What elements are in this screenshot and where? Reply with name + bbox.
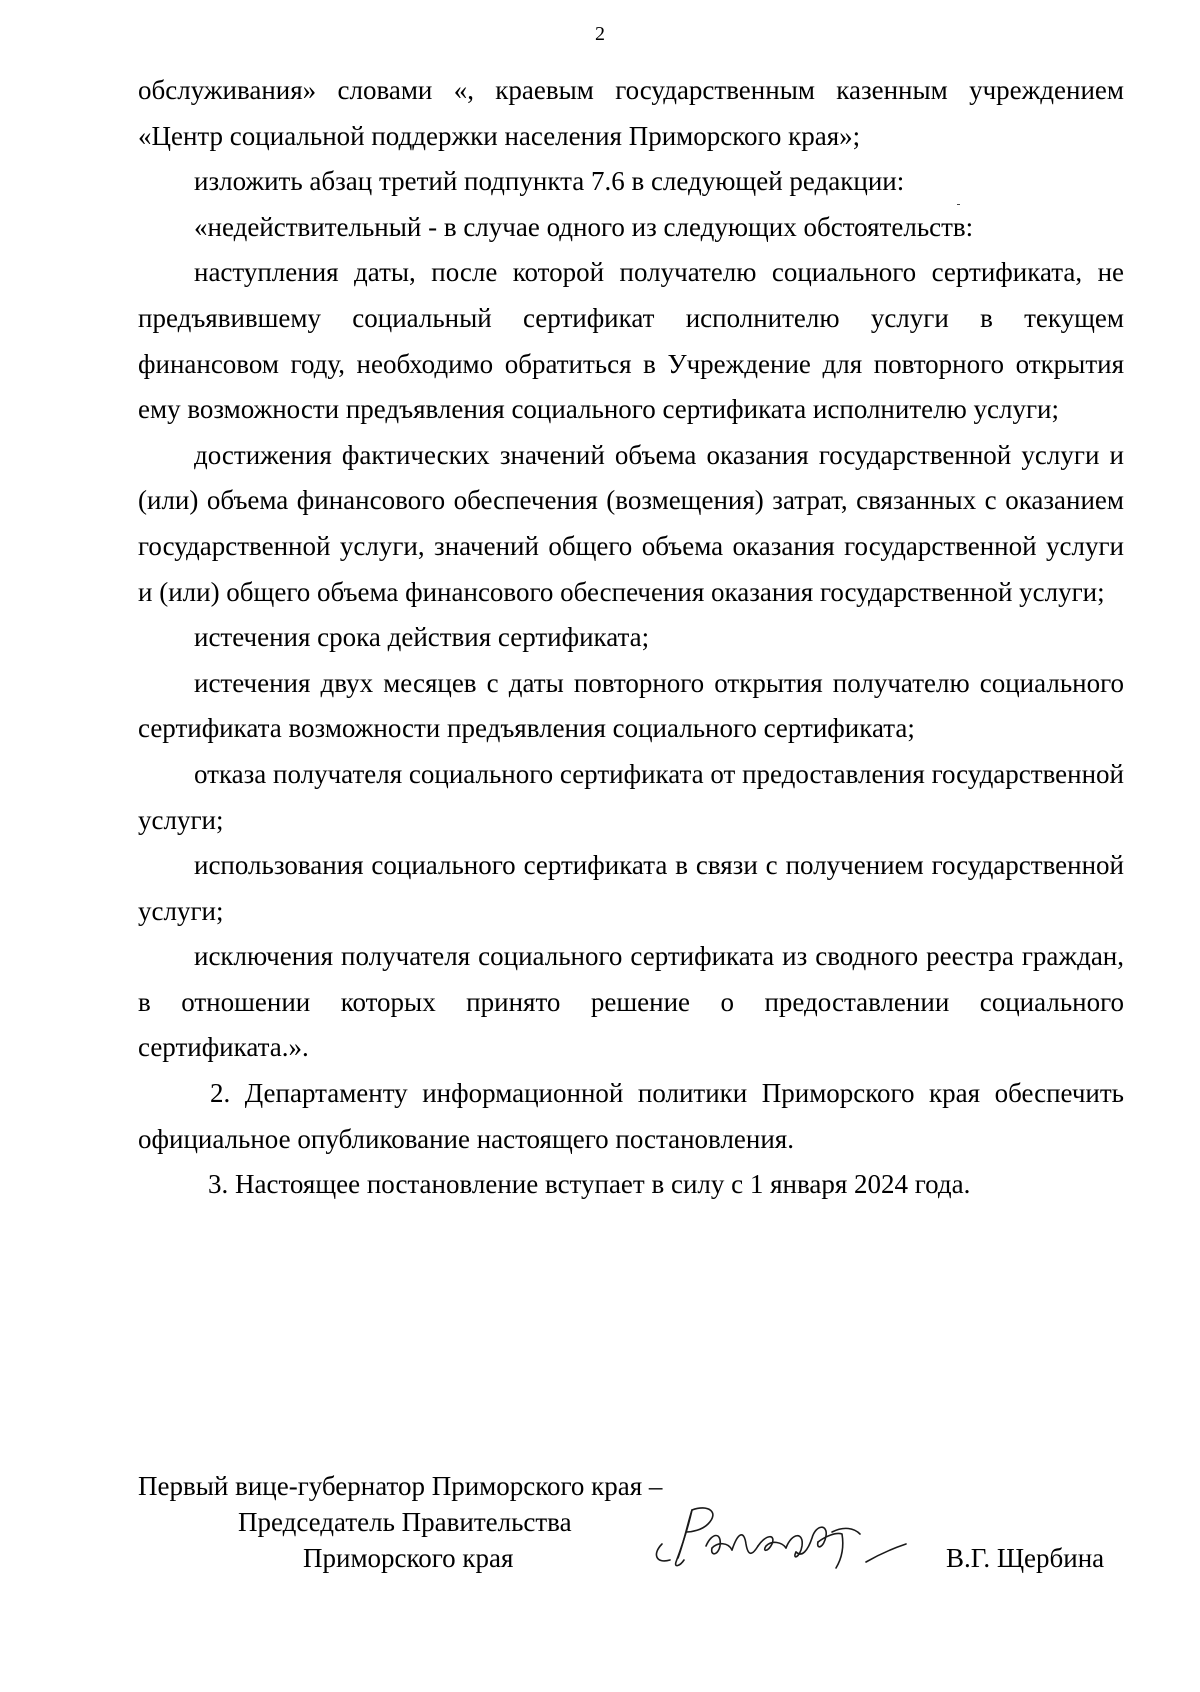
paragraph-continuation: обслуживания» словами «, краевым государственным казенным учреждением «Центр социальной поддержки населения Приморского края»; (138, 75, 1124, 151)
paragraph-condition: использования социального сертификата в связи с получением государственной услуги; (138, 850, 1124, 926)
signatory-title-line: Приморского края (303, 1543, 514, 1573)
paragraph-definition: «недействительный - в случае одного из следующих обстоятельств: (194, 211, 974, 242)
page-number: 2 (595, 23, 605, 45)
paragraph-condition: истечения двух месяцев с даты повторного открытия получателю социального сертификата возможности предъявления социального сертификата; (138, 667, 1124, 744)
paragraph-condition: достижения фактических значений объема оказания государственной услуги и (или) объема финансового обеспечения (возмещения) затрат, связанных с оказанием государственной услуги, значений общего объема оказания государственной услуги и (или) общего объема финансового обеспечения оказания государственной услуги; (138, 439, 1124, 607)
signatory-name: В.Г. Щербина (946, 1543, 1105, 1573)
paragraph-condition: истечения срока действия сертификата; (194, 622, 650, 653)
paragraph-instruction: изложить абзац третий подпункта 7.6 в следующей редакции: (194, 166, 905, 197)
paragraph-item-2: 2. Департаменту информационной политики Приморского края обеспечить официальное опубликование настоящего постановления. (138, 1078, 1124, 1154)
signatory-title (138, 1468, 662, 1576)
paragraph-condition: наступления даты, после которой получателю социального сертификата, не предъявившему социальный сертификат исполнителю услуги в текущем финансовом году, необходимо обратиться в Учреждение для повторного открытия ему возможности предъявления социального сертификата исполнителю услуги; (138, 257, 1124, 425)
signatory-title-line: Первый вице-губернатор Приморского края – (138, 1471, 663, 1501)
paragraph-condition: отказа получателя социального сертификата от предоставления государственной услуги; (138, 758, 1124, 835)
paragraph-item-3: 3. Настоящее постановление вступает в силу с 1 января 2024 года. (208, 1169, 971, 1200)
paragraph-condition: исключения получателя социального сертификата из сводного реестра граждан, в отношении которых принято решение о предоставлении социального сертификата.». (138, 941, 1124, 1063)
signatory-title-line: Председатель Правительства (238, 1507, 572, 1537)
document-body (138, 68, 1124, 1208)
handwritten-signature (648, 1502, 918, 1572)
